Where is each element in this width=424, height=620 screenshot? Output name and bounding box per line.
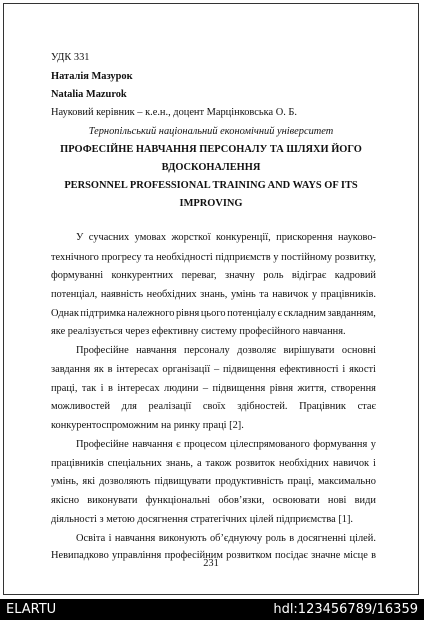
- body-line: Професійне навчання персоналу дозволяє вирішувати основні: [76, 345, 376, 356]
- body-line: якісно виконувати функціональні обов’язки, освоювати нові види: [51, 495, 376, 506]
- body-line: завдання як в інтересах організації – підвищення ефективності і якості: [51, 364, 376, 375]
- title-en-line-2: IMPROVING: [179, 198, 243, 209]
- body-line: Професійне навчання є процесом цілеспрямованого формування у: [76, 439, 376, 450]
- body-line: технічного прогресу та необхідності підприємств у постійному розвитку,: [51, 252, 376, 263]
- university-name: Тернопільський національний економічний університет: [88, 126, 334, 137]
- page-frame: [3, 3, 419, 595]
- body-line: діяльності з метою досягнення стратегічних цілей підприємства [1].: [51, 514, 354, 525]
- body-line: Невипадково управління професійним розвитком посідає значне місце в: [51, 550, 376, 561]
- author-ukrainian: Наталія Мазурок: [51, 71, 133, 82]
- title-ua-line-2: ВДОСКОНАЛЕННЯ: [161, 162, 261, 173]
- footer-bar: [0, 599, 424, 620]
- author-english: Natalia Mazurok: [51, 89, 127, 100]
- body-line: яке реалізується через ефективну систему професійного навчання.: [51, 326, 346, 337]
- body-line: працівників спеціальних знань, а також розвиток необхідних навичок і: [51, 458, 376, 469]
- udk-code: УДК 331: [51, 52, 90, 63]
- body-line: Однак підтримка належного рівня цього потенціалу є складним завданням,: [51, 308, 376, 319]
- body-line: Освіта і навчання виконують об’єднуючу роль в досягненні цілей.: [76, 533, 376, 544]
- supervisor-line: Науковий керівник – к.е.н., доцент Марцінковська О. Б.: [51, 107, 297, 118]
- document-page: [4, 4, 418, 594]
- footer-repository-label: ELARTU: [6, 602, 57, 617]
- body-line: формуванні конкурентних переваг, значну роль відіграє кадровий: [51, 270, 376, 281]
- page-number: 231: [203, 558, 219, 569]
- footer-handle-link[interactable]: hdl:123456789/16359: [273, 602, 418, 617]
- body-line: У сучасних умовах жорсткої конкуренції, прискорення науково-: [76, 232, 376, 243]
- body-line: праці, так і в інтересах людини – підвищення рівня життя, створення: [51, 383, 376, 394]
- title-ua-line-1: ПРОФЕСІЙНЕ НАВЧАННЯ ПЕРСОНАЛУ ТА ШЛЯХИ ЙОГО: [60, 144, 362, 155]
- body-line: конкурентоспроможним на ринку праці [2].: [51, 420, 244, 431]
- body-line: можливостей для реалізації своїх здібностей. Працівник стає: [51, 401, 376, 412]
- body-line: умінь, які дозволяють підвищувати продуктивність праці, максимально: [51, 476, 376, 487]
- body-line: потенціал, наявність необхідних знань, умінь та навичок у працівників.: [51, 289, 376, 300]
- title-en-line-1: PERSONNEL PROFESSIONAL TRAINING AND WAYS OF ITS: [64, 180, 358, 191]
